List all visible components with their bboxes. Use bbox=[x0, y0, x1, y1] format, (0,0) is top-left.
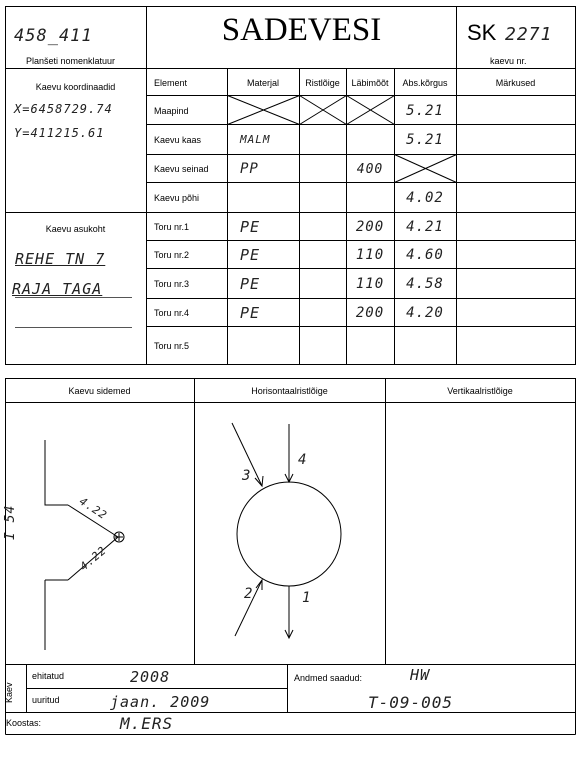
coordinate-x: X=6458729.74 bbox=[14, 102, 113, 116]
row-labimoot: 400 bbox=[356, 161, 384, 177]
uuritud-label: uuritud bbox=[32, 695, 60, 705]
well-label: kaevu nr. bbox=[490, 56, 527, 66]
row-materjal: PE bbox=[240, 246, 261, 264]
dimension-lower: 4.22 bbox=[77, 543, 110, 574]
row-abs: 4.58 bbox=[406, 276, 444, 292]
coordinate-y: Y=411215.61 bbox=[14, 126, 105, 140]
col-header-ristloige: Ristlõige bbox=[305, 77, 340, 88]
ties-sketch bbox=[45, 440, 124, 650]
row-abs: 4.21 bbox=[406, 219, 444, 235]
well-prefix: SK bbox=[467, 20, 497, 45]
row-materjal: PE bbox=[240, 275, 261, 293]
ties-label: Kaevu sidemed bbox=[68, 386, 131, 396]
side-annotation: I 54 bbox=[3, 504, 18, 540]
row-element: Toru nr.1 bbox=[154, 222, 190, 232]
row-abs: 4.60 bbox=[406, 247, 444, 263]
row-element: Maapind bbox=[154, 105, 189, 116]
andmed-label: Andmed saadud: bbox=[294, 673, 363, 683]
coordinates-label: Kaevu koordinaadid bbox=[35, 82, 116, 92]
kaev-label: Kaev bbox=[4, 682, 14, 703]
pipe-label-4: 4 bbox=[298, 452, 308, 468]
koostas-label: Koostas: bbox=[6, 718, 42, 728]
horizontal-section-sketch bbox=[232, 423, 341, 638]
row-element: Kaevu kaas bbox=[154, 134, 202, 145]
row-materjal: PP bbox=[240, 161, 259, 177]
dimension-upper: 4.22 bbox=[76, 494, 110, 523]
row-labimoot: 110 bbox=[355, 276, 385, 292]
horizontal-section-label: Horisontaalristlõige bbox=[251, 386, 328, 396]
col-header-abs: Abs.kõrgus bbox=[402, 77, 448, 88]
row-element: Kaevu põhi bbox=[154, 192, 200, 203]
col-header-materjal: Materjal bbox=[246, 77, 279, 88]
document-code: T-09-005 bbox=[368, 693, 454, 712]
uuritud-value: jaan. 2009 bbox=[110, 693, 211, 711]
location-line1: REHE TN 7 bbox=[15, 250, 106, 268]
row-abs: 4.02 bbox=[406, 189, 444, 206]
pipe-label-1: 1 bbox=[302, 590, 312, 606]
ehitatud-label: ehitatud bbox=[32, 671, 65, 681]
page-title: SADEVESI bbox=[221, 12, 382, 48]
row-labimoot: 200 bbox=[355, 305, 385, 321]
col-header-markused: Märkused bbox=[495, 77, 536, 88]
pipe-label-2: 2 bbox=[244, 586, 254, 602]
row-materjal: MALM bbox=[240, 133, 271, 146]
location-label: Kaevu asukoht bbox=[45, 224, 106, 234]
well-number: 2271 bbox=[505, 24, 553, 45]
col-header-element: Element bbox=[154, 77, 188, 88]
row-abs: 4.20 bbox=[406, 305, 444, 321]
row-labimoot: 110 bbox=[355, 247, 385, 263]
nomenclature-value: 458_411 bbox=[14, 26, 93, 46]
row-element: Toru nr.2 bbox=[154, 250, 190, 260]
row-element: Toru nr.5 bbox=[154, 340, 190, 351]
row-materjal: PE bbox=[240, 304, 261, 322]
row-element: Toru nr.3 bbox=[154, 279, 190, 289]
row-element: Toru nr.4 bbox=[154, 308, 190, 318]
row-abs: 5.21 bbox=[406, 102, 444, 119]
row-abs: 5.21 bbox=[406, 131, 444, 148]
koostas-value: M.ERS bbox=[120, 714, 174, 733]
vertical-section-label: Vertikaalristlõige bbox=[447, 386, 513, 396]
row-element: Kaevu seinad bbox=[154, 164, 209, 174]
pipe-label-3: 3 bbox=[242, 468, 252, 484]
ehitatud-value: 2008 bbox=[130, 668, 171, 686]
nomenclature-label: Planšeti nomenklatuur bbox=[26, 56, 116, 66]
row-labimoot: 200 bbox=[355, 219, 385, 235]
col-header-labimoot: Läbimõõt bbox=[351, 77, 389, 88]
andmed-value: HW bbox=[410, 666, 431, 684]
location-line2: RAJA TAGA bbox=[12, 280, 103, 298]
row-materjal: PE bbox=[240, 218, 261, 236]
